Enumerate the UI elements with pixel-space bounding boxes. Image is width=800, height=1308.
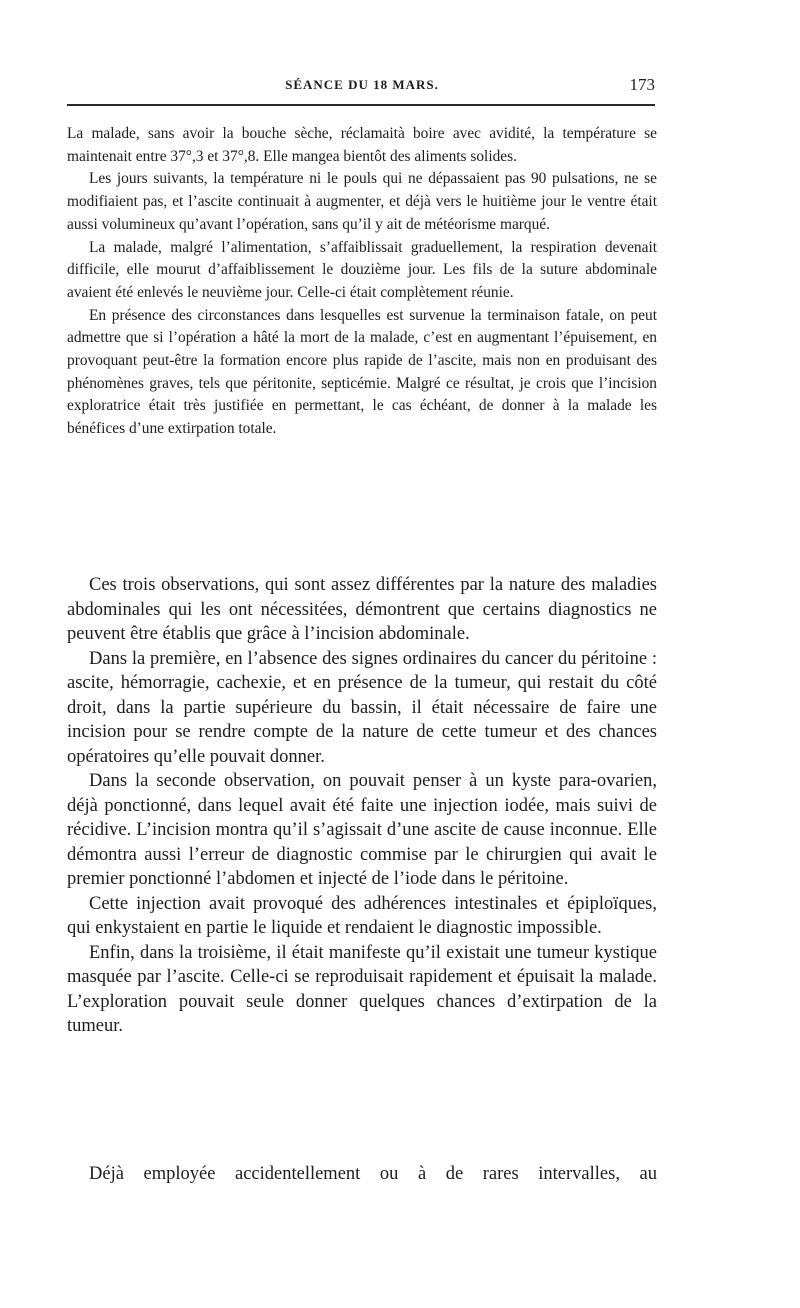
discussion-paragraph-5: Enfin, dans la troisième, il était manifeste qu’il existait une tumeur kystique masquée par l’ascite. Celle-ci se reproduisait rapidement et épuisait la malade. L’exploration pouvait seule donner quelques chances d’extirpation de la tumeur. <box>67 942 657 1036</box>
page-number: 173 <box>629 75 655 94</box>
running-head-title: SÉANCE DU 18 MARS. <box>285 77 439 92</box>
case-paragraph-1: La malade, sans avoir la bouche sèche, réclamaità boire avec avidité, la température se maintenait entre 37°,3 et 37°,8. Elle mangea bientôt des aliments solides. <box>67 125 657 165</box>
discussion-paragraph-1: Ces trois observations, qui sont assez différentes par la nature des maladies abdominales qui les ont nécessitées, démontrent que certains diagnostics ne peuvent être établis que grâce à l’incision abdominale. <box>67 575 657 644</box>
case-paragraph-2: Les jours suivants, la température ni le pouls qui ne dépassaient pas 90 pulsations, ne se modifiaient pas, et l’ascite continuait à augmenter, et déjà vers le huitième jour le ventre était aussi volumineux qu’avant l’opération, sans qu’il y ait de météorisme marqué. <box>67 170 657 233</box>
case-paragraph-4: En présence des circonstances dans lesquelles est survenue la terminaison fatale, on peut admettre que si l’opération a hâté la mort de la malade, c’est en augmentant l’épuisement, en provoquant peut-être la formation encore plus rapide de l’ascite, mais non en produisant des phénomènes graves, tels que péritonite, septicémie. Malgré ce résultat, je crois que l’incision exploratrice était très justifiée en permettant, le cas échéant, de donner à la malade les bénéfices d’une extirpation totale. <box>67 306 657 438</box>
running-head <box>67 77 657 99</box>
discussion-paragraph-2: Dans la première, en l’absence des signes ordinaires du cancer du péritoine : ascite, hémorragie, cachexie, et en présence de la tumeur, qui restait du côté droit, dans la partie supérieure du bassin, il était nécessaire de faire une incision pour se rendre compte de la nature de cette tumeur et des chances opératoires qu’elle pouvait donner. <box>67 648 657 767</box>
discussion-section <box>67 573 657 1039</box>
closing-paragraph <box>67 1162 657 1187</box>
case-report-section <box>67 123 657 441</box>
closing-line: Déjà employée accidentellement ou à de rares intervalles, au <box>89 1164 657 1184</box>
case-paragraph-3: La malade, malgré l’alimentation, s’affaiblissait graduellement, la respiration devenait difficile, elle mourut d’affaiblissement le douzième jour. Les fils de la suture abdominale avaient été enlevés le neuvième jour. Celle-ci était complètement réunie. <box>67 238 657 301</box>
discussion-paragraph-3: Dans la seconde observation, on pouvait penser à un kyste para-ovarien, déjà ponctionné, dans lequel avait été faite une injection iodée, mais suivi de récidive. L’incision montra qu’il s’agissait d’une ascite de cause inconnue. Elle démontra aussi l’erreur de diagnostic commise par le chirurgien qui avait le premier ponctionné l’abdomen et injecté de l’iode dans le péritoine. <box>67 771 657 889</box>
discussion-paragraph-4: Cette injection avait provoqué des adhérences intestinales et épiploïques, qui enkystaient en partie le liquide et rendaient le diagnostic impossible. <box>67 893 657 938</box>
book-page <box>67 0 657 1308</box>
header-rule <box>67 104 655 106</box>
